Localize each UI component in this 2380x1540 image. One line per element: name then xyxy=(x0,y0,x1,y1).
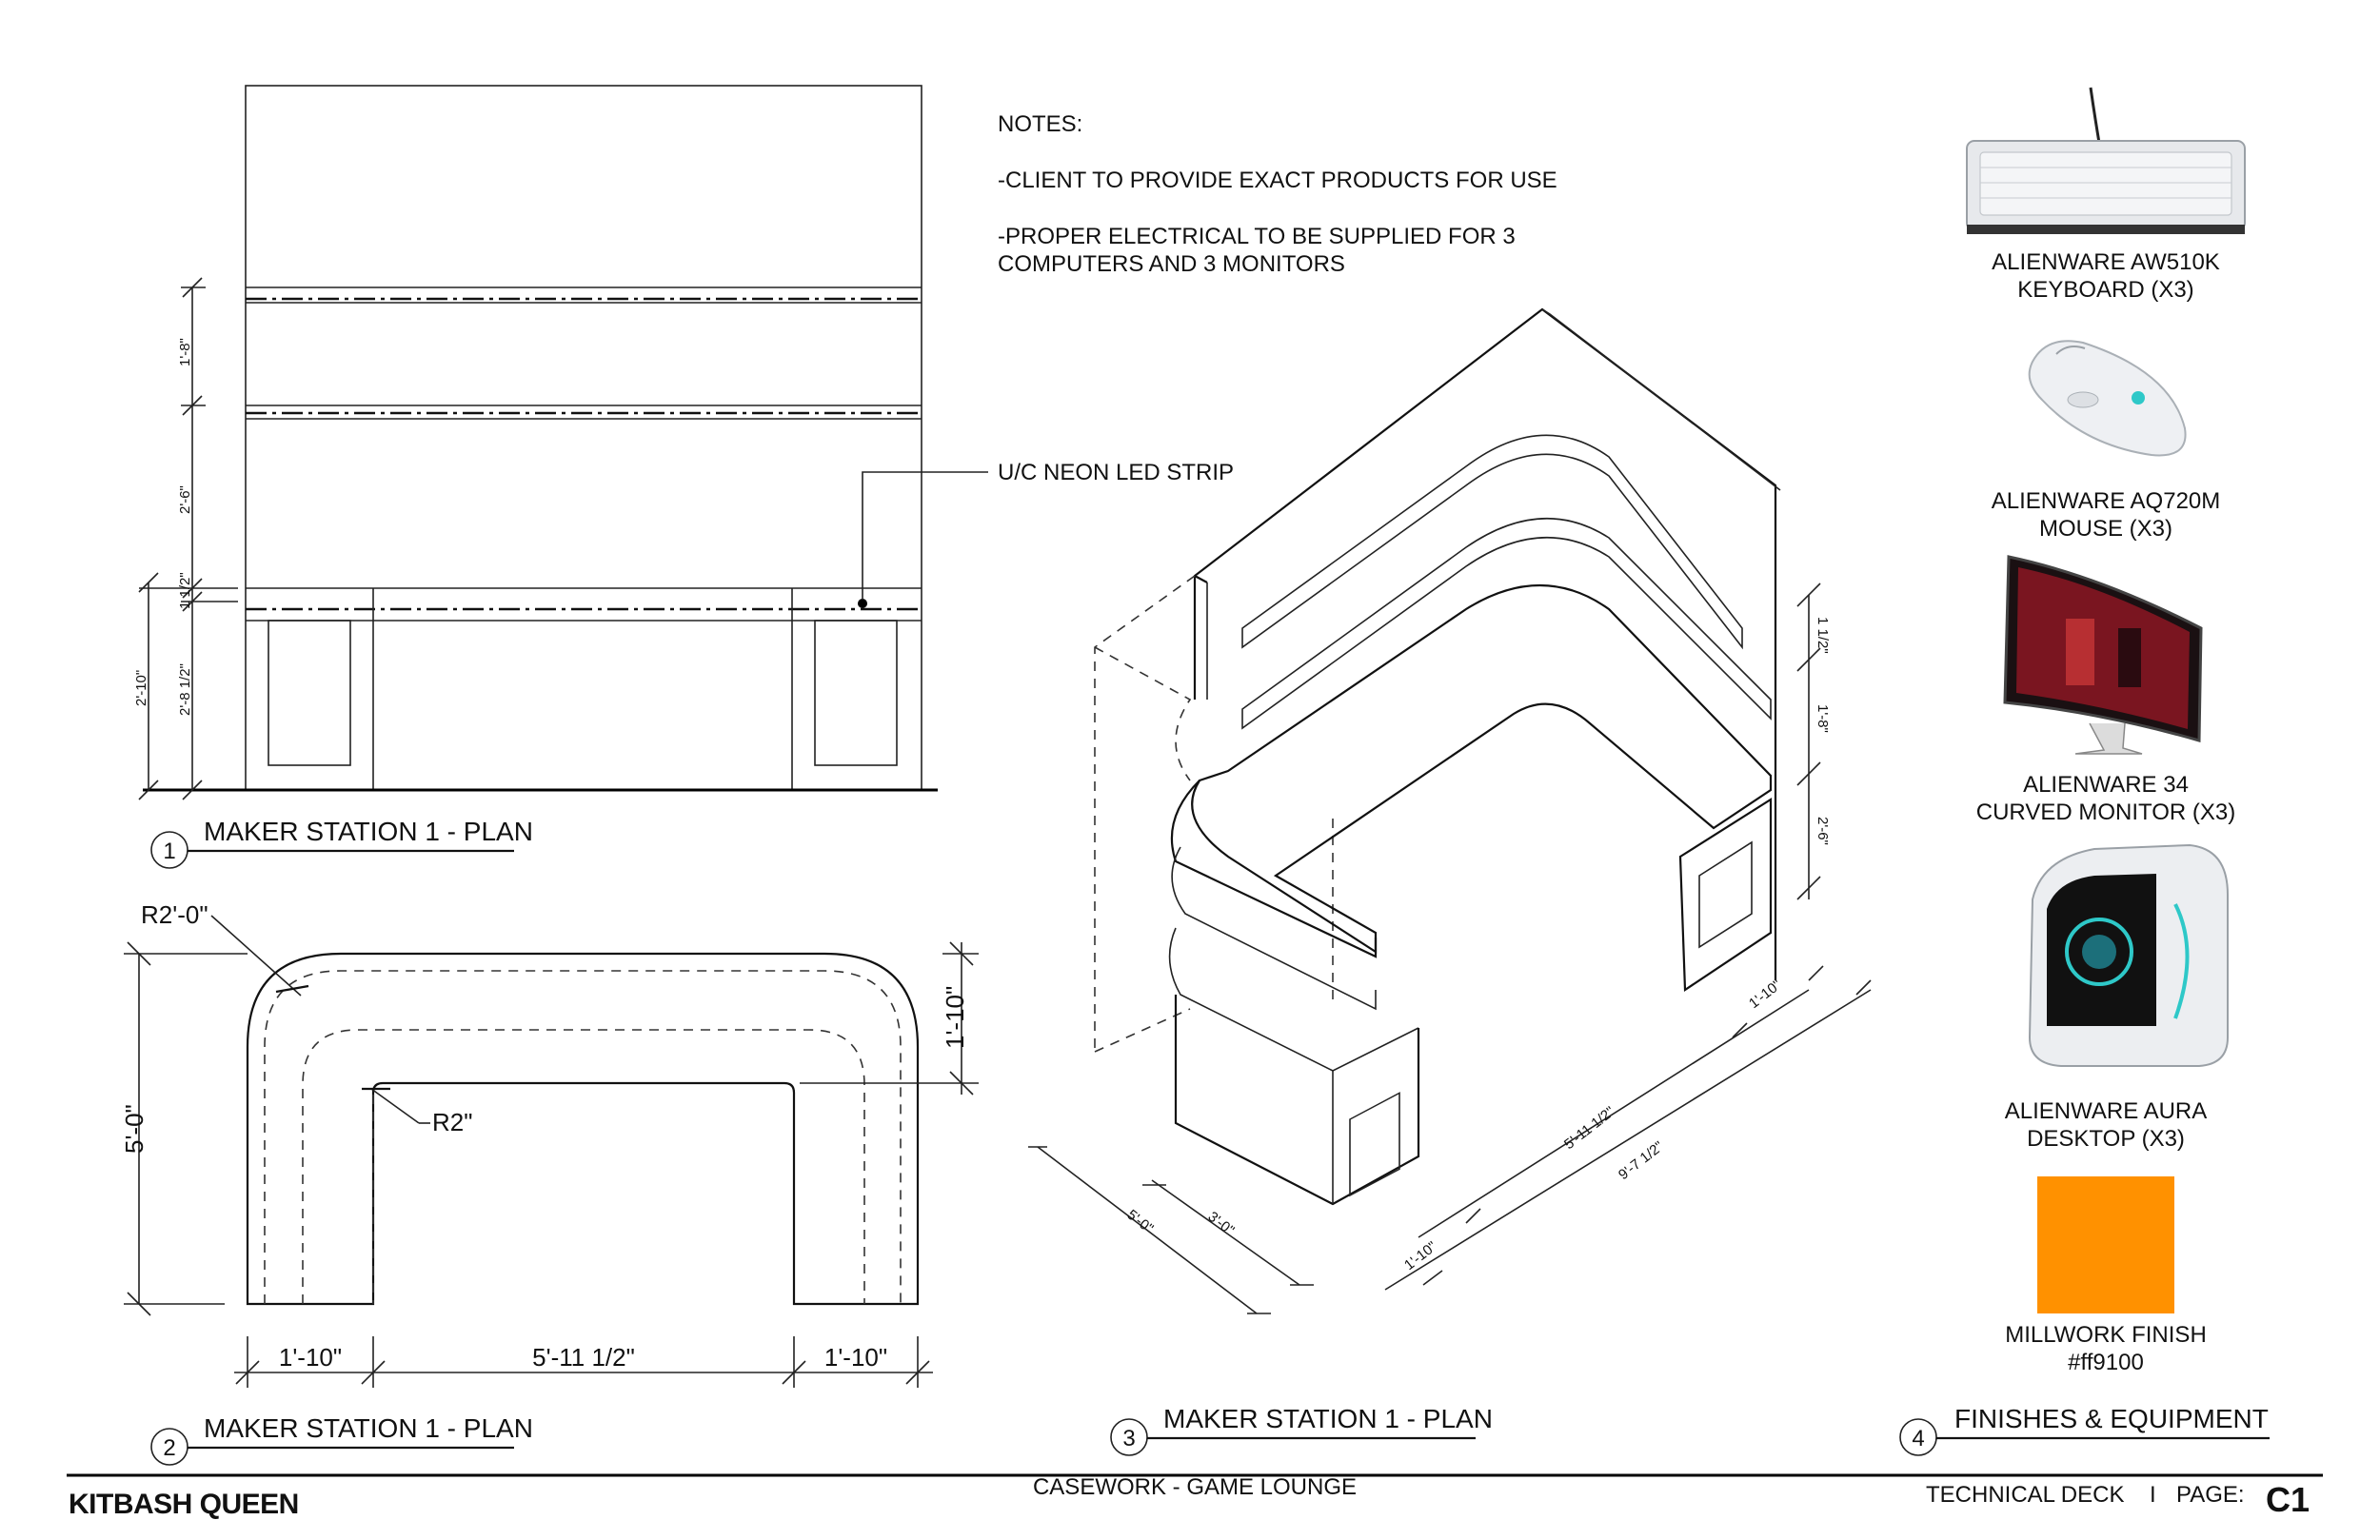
note-2: -PROPER ELECTRICAL TO BE SUPPLIED FOR 3 xyxy=(998,224,1516,249)
equip-monitor-line1: ALIENWARE 34 xyxy=(2023,772,2189,798)
dim-v3-leg-left: 1'-10" xyxy=(1400,1238,1440,1274)
dim-v2-right-arm: 1'-10" xyxy=(823,1343,888,1372)
finish-swatch xyxy=(2037,1176,2174,1313)
dim-v1-shelf-upper: 1'-8" xyxy=(177,338,193,366)
radius-outer: R2'-0" xyxy=(141,900,208,929)
note-2-continued: COMPUTERS AND 3 MONITORS xyxy=(998,251,1345,277)
view2-title-block xyxy=(151,1413,533,1465)
dim-v1-top-thickness: 1 1/2" xyxy=(177,572,193,609)
notes-block xyxy=(998,111,1557,277)
dim-v2-depth: 5'-0" xyxy=(120,1104,149,1154)
view2-title: MAKER STATION 1 - PLAN xyxy=(204,1413,533,1443)
dim-v2-center: 5'-11 1/2" xyxy=(532,1343,635,1372)
desktop-icon xyxy=(2030,845,2228,1066)
dim-v1-shelf-lower: 2'-6" xyxy=(177,485,193,514)
dim-v3-run-overall: 9'-7 1/2" xyxy=(1615,1137,1667,1184)
dim-v1-overall: 2'-10" xyxy=(133,669,149,706)
dim-v3-stack-low: 2'-6" xyxy=(1815,817,1831,845)
sheet-title: CASEWORK - GAME LOUNGE xyxy=(1032,1474,1358,1500)
view1-title: MAKER STATION 1 - PLAN xyxy=(204,817,533,846)
notes-heading: NOTES: xyxy=(998,111,1083,137)
led-callout-label: U/C NEON LED STRIP xyxy=(998,460,1235,485)
dim-v2-arm: 1'-10" xyxy=(941,985,969,1049)
equip-desktop-line1: ALIENWARE AURA xyxy=(2004,1098,2208,1124)
equip-keyboard-line1: ALIENWARE AW510K xyxy=(1992,249,2220,275)
dim-v3-stack-mid: 1'-8" xyxy=(1815,704,1831,733)
radius-inner: R2" xyxy=(432,1108,473,1136)
view4-number: 4 xyxy=(1912,1426,1925,1451)
led-callout xyxy=(863,460,1234,600)
view3-number: 3 xyxy=(1122,1426,1136,1451)
mouse-icon xyxy=(2030,341,2186,455)
page-label: PAGE: xyxy=(2176,1482,2245,1508)
dim-v2-left-arm: 1'-10" xyxy=(278,1343,343,1372)
page-number: C1 xyxy=(2266,1480,2311,1519)
dim-v3-depth-inner: 3'-0" xyxy=(1204,1208,1238,1239)
keyboard-icon xyxy=(1967,88,2245,234)
deck-label: TECHNICAL DECK xyxy=(1926,1482,2125,1508)
view4-equipment xyxy=(1900,88,2270,1455)
title-block xyxy=(67,1474,2323,1520)
dim-v3-run-inner: 5'-11 1/2" xyxy=(1560,1103,1618,1154)
view2-number: 2 xyxy=(163,1435,176,1461)
view3-title-block xyxy=(1111,1404,1493,1455)
equip-desktop-line2: DESKTOP (X3) xyxy=(2027,1126,2185,1152)
note-1: -CLIENT TO PROVIDE EXACT PRODUCTS FOR USE xyxy=(998,168,1557,193)
view4-title-block xyxy=(1900,1404,2270,1455)
equip-mouse-line1: ALIENWARE AQ720M xyxy=(1991,488,2221,514)
dim-v3-depth-outer: 5'-0" xyxy=(1123,1206,1157,1237)
view1-title-block xyxy=(151,817,533,868)
dim-v1-base: 2'-8 1/2" xyxy=(177,663,193,716)
view3-title: MAKER STATION 1 - PLAN xyxy=(1163,1404,1493,1433)
equip-finish-line2: #ff9100 xyxy=(2068,1350,2144,1375)
equip-keyboard-line2: KEYBOARD (X3) xyxy=(2017,277,2194,303)
dim-v3-stack-top: 1 1/2" xyxy=(1815,617,1831,654)
deck-separator: I xyxy=(2150,1482,2156,1508)
equip-monitor-line2: CURVED MONITOR (X3) xyxy=(1975,800,2236,825)
view4-title: FINISHES & EQUIPMENT xyxy=(1954,1404,2269,1433)
equip-mouse-line2: MOUSE (X3) xyxy=(2038,516,2173,542)
view1-number: 1 xyxy=(163,839,176,864)
equip-finish-line1: MILLWORK FINISH xyxy=(2005,1322,2207,1348)
brand-logo: KITBASH QUEEN xyxy=(69,1489,299,1520)
monitor-icon xyxy=(2005,557,2201,754)
view1-elevation xyxy=(133,86,938,868)
view2-plan xyxy=(120,900,979,1465)
dim-v3-leg-right: 1'-10" xyxy=(1745,977,1785,1013)
